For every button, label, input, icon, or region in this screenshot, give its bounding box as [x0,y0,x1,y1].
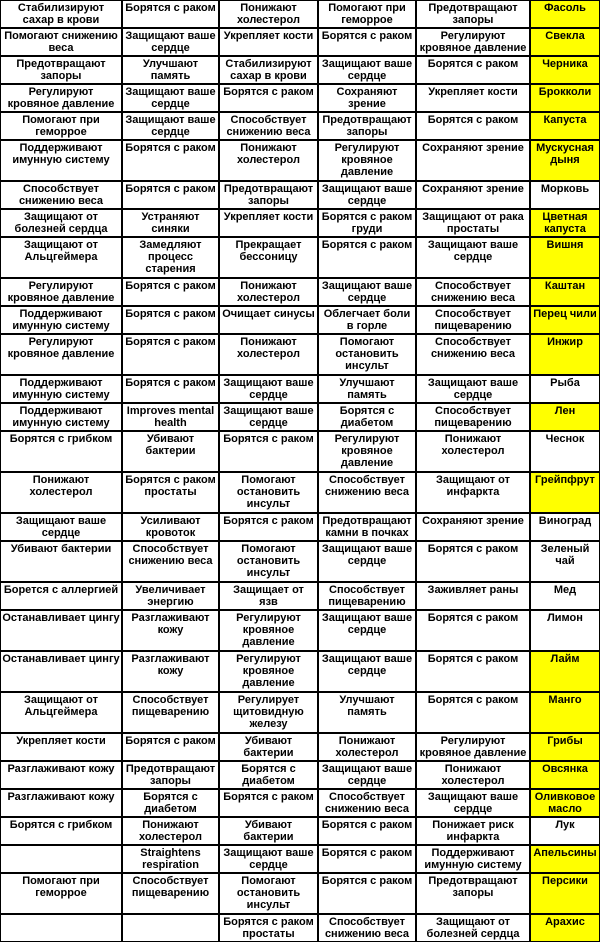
benefit-cell: Способствует снижению веса [318,914,416,942]
benefit-cell: Защищают ваше сердце [219,403,318,431]
benefit-cell: Понижают холестерол [219,278,318,306]
benefit-cell: Регулируют кровяное давление [219,610,318,651]
benefit-cell: Очищает синусы [219,306,318,334]
benefit-cell: Защищают ваше сердце [318,541,416,582]
benefit-cell: Останавливает цингу [0,651,122,692]
table-row [0,761,600,789]
benefit-cell: Понижают холестерол [416,431,530,472]
benefit-cell: Защищают ваше сердце [416,789,530,817]
benefit-cell: Борятся с раком [416,541,530,582]
benefit-cell: Разглаживают кожу [0,789,122,817]
benefit-cell: Заживляет раны [416,582,530,610]
table-row [0,541,600,582]
benefit-cell: Борятся с грибком [0,817,122,845]
benefit-cell: Борятся с раком [122,306,219,334]
benefit-cell: Замедляют процесс старения [122,237,219,278]
benefit-cell: Сохраняют зрение [416,513,530,541]
benefit-cell: Сохраняют зрение [416,181,530,209]
food-name-cell: Инжир [530,334,600,375]
table-row [0,651,600,692]
benefit-cell: Способствует снижению веса [318,472,416,513]
food-name-cell: Черника [530,56,600,84]
benefit-cell: Разглаживают кожу [0,761,122,789]
food-name-cell: Рыба [530,375,600,403]
benefit-cell: Предотвращают запоры [416,0,530,28]
benefit-cell: Борятся с раком [416,692,530,733]
benefit-cell: Борятся с раком [318,237,416,278]
food-name-cell: Мускусная дыня [530,140,600,181]
benefit-cell: Помогают остановить инсульт [219,873,318,914]
table-row [0,873,600,914]
benefit-cell: Убивают бактерии [219,817,318,845]
benefit-cell: Борятся с раком [219,431,318,472]
benefit-cell: Борятся с раком [318,873,416,914]
benefit-cell: Регулируют кровяное давление [318,140,416,181]
benefit-cell: Разглаживают кожу [122,651,219,692]
benefit-cell: Понижают холестерол [219,0,318,28]
benefit-cell: Борятся с раком [122,278,219,306]
food-name-cell: Грибы [530,733,600,761]
benefit-cell [122,914,219,942]
food-name-cell: Свекла [530,28,600,56]
benefit-cell: Способствует снижению веса [122,541,219,582]
benefit-cell: Понижают холестерол [0,472,122,513]
benefit-cell: Защищают ваше сердце [318,761,416,789]
benefit-cell: Поддерживают имунную систему [0,403,122,431]
food-name-cell: Лайм [530,651,600,692]
benefit-cell: Помогают остановить инсульт [318,334,416,375]
benefit-cell: Защищают от болезней сердца [416,914,530,942]
benefit-cell: Понижает риск инфаркта [416,817,530,845]
benefit-cell: Поддерживают имунную систему [0,140,122,181]
benefit-cell: Защищают ваше сердце [318,56,416,84]
benefit-cell: Улучшают память [318,375,416,403]
benefit-cell: Защищают ваше сердце [122,84,219,112]
benefit-cell: Регулируют кровяное давление [318,431,416,472]
benefit-cell: Регулируют кровяное давление [0,278,122,306]
benefit-cell: Стабилизируют сахар в крови [0,0,122,28]
benefit-cell: Борятся с раком [416,112,530,140]
benefit-cell: Увеличивает энергию [122,582,219,610]
table-row [0,610,600,651]
benefit-cell [0,845,122,873]
benefit-cell: Борятся с раком [122,0,219,28]
benefit-cell: Борятся с раком груди [318,209,416,237]
food-name-cell: Вишня [530,237,600,278]
benefit-cell: Борятся с раком простаты [219,914,318,942]
table-row [0,692,600,733]
table-row [0,278,600,306]
benefit-cell: Помогают при геморрое [0,112,122,140]
benefit-cell: Регулируют кровяное давление [416,733,530,761]
table-row [0,513,600,541]
benefit-cell: Защищают ваше сердце [0,513,122,541]
benefit-cell: Защищают ваше сердце [318,651,416,692]
table-row [0,140,600,181]
benefit-cell: Способствует снижению веса [318,789,416,817]
benefit-cell: Защищают от Альцгеймера [0,237,122,278]
benefit-cell: Борятся с раком [416,610,530,651]
benefit-cell: Помогают остановить инсульт [219,541,318,582]
benefit-cell: Улучшают память [318,692,416,733]
table-row [0,375,600,403]
benefit-cell: Усиливают кровоток [122,513,219,541]
food-name-cell: Оливковое масло [530,789,600,817]
benefit-cell: Укрепляет кости [416,84,530,112]
table-row [0,817,600,845]
benefit-cell: Прекращает бессоницу [219,237,318,278]
table-row [0,84,600,112]
benefit-cell: Помогают при геморрое [0,873,122,914]
table-row [0,431,600,472]
table-row [0,472,600,513]
benefit-cell: Борятся с раком [122,375,219,403]
food-name-cell: Лен [530,403,600,431]
benefit-cell: Способствует снижению веса [416,334,530,375]
benefit-cell: Защищают от болезней сердца [0,209,122,237]
benefit-cell: Борятся с раком [416,651,530,692]
benefit-cell: Борятся с раком [122,733,219,761]
food-name-cell: Перец чили [530,306,600,334]
benefit-cell: Убивают бактерии [219,733,318,761]
benefit-cell: Убивают бактерии [0,541,122,582]
benefit-cell: Защищают ваше сердце [219,375,318,403]
benefit-cell: Предотвращают запоры [219,181,318,209]
benefit-cell: Поддерживают имунную систему [0,306,122,334]
benefit-cell: Защищают от Альцгеймера [0,692,122,733]
benefit-cell: Понижают холестерол [416,761,530,789]
benefit-cell: Укрепляет кости [219,28,318,56]
food-name-cell: Цветная капуста [530,209,600,237]
food-name-cell: Овсянка [530,761,600,789]
benefit-cell: Защищают ваше сердце [416,237,530,278]
benefit-cell: Борятся с диабетом [219,761,318,789]
table-row [0,789,600,817]
benefit-cell: Борятся с раком [122,181,219,209]
food-name-cell: Фасоль [530,0,600,28]
benefit-cell: Борятся с раком [219,513,318,541]
benefit-cell: Борятся с раком [122,140,219,181]
benefit-cell: Improves mental health [122,403,219,431]
benefit-cell: Стабилизируют сахар в крови [219,56,318,84]
table-row [0,112,600,140]
benefit-cell: Предотвращают запоры [416,873,530,914]
benefit-cell: Способствует пищеварению [416,306,530,334]
food-name-cell: Капуста [530,112,600,140]
benefit-cell: Защищают ваше сердце [318,610,416,651]
benefit-cell: Понижают холестерол [219,140,318,181]
table-row [0,237,600,278]
table-row [0,334,600,375]
benefit-cell: Защищают ваше сердце [416,375,530,403]
benefit-cell: Борятся с диабетом [318,403,416,431]
benefit-cell: Защищают ваше сердце [318,278,416,306]
benefit-cell: Убивают бактерии [122,431,219,472]
table-row [0,181,600,209]
benefit-cell: Регулируют кровяное давление [0,334,122,375]
benefit-cell: Способствует пищеварению [416,403,530,431]
food-name-cell: Брокколи [530,84,600,112]
benefit-cell [0,914,122,942]
benefit-cell: Сохраняют зрение [318,84,416,112]
food-name-cell: Виноград [530,513,600,541]
benefit-cell: Защищают ваше сердце [318,181,416,209]
food-name-cell: Грейпфрут [530,472,600,513]
food-name-cell: Манго [530,692,600,733]
table-row [0,582,600,610]
benefit-cell: Понижают холестерол [318,733,416,761]
table-row [0,914,600,942]
table-row [0,733,600,761]
benefit-cell: Поддерживают имунную систему [416,845,530,873]
benefit-cell: Защищает от язв [219,582,318,610]
benefit-cell: Помогают при геморрое [318,0,416,28]
benefit-cell: Регулируют кровяное давление [416,28,530,56]
benefit-cell: Способствует снижению веса [0,181,122,209]
benefit-cell: Укрепляет кости [219,209,318,237]
benefit-cell: Понижают холестерол [219,334,318,375]
benefit-cell: Предотвращают запоры [0,56,122,84]
benefit-cell: Понижают холестерол [122,817,219,845]
benefit-cell: Борятся с раком [416,56,530,84]
benefit-cell: Регулируют кровяное давление [219,651,318,692]
benefit-cell: Предотвращают камни в почках [318,513,416,541]
benefit-cell: Борятся с раком [219,789,318,817]
food-name-cell: Арахис [530,914,600,942]
table-row [0,209,600,237]
benefit-cell: Способствует пищеварению [318,582,416,610]
benefit-cell: Борятся с раком [219,84,318,112]
table-row [0,306,600,334]
benefit-cell: Защищают ваше сердце [122,112,219,140]
food-name-cell: Зеленый чай [530,541,600,582]
benefit-cell: Предотвращают запоры [318,112,416,140]
benefit-cell: Способствует пищеварению [122,692,219,733]
food-name-cell: Лимон [530,610,600,651]
benefit-cell: Straightens respiration [122,845,219,873]
benefit-cell: Предотвращают запоры [122,761,219,789]
table-row [0,56,600,84]
benefit-cell: Регулируют кровяное давление [0,84,122,112]
food-name-cell: Морковь [530,181,600,209]
benefit-cell: Борятся с диабетом [122,789,219,817]
benefit-cell: Сохраняют зрение [416,140,530,181]
benefit-cell: Борятся с раком [318,845,416,873]
benefit-cell: Защищают от рака простаты [416,209,530,237]
benefit-cell: Борятся с раком [318,817,416,845]
benefit-cell: Борется с аллергией [0,582,122,610]
benefit-cell: Помогают остановить инсульт [219,472,318,513]
benefit-cell: Борятся с раком [122,334,219,375]
table-row [0,28,600,56]
benefit-cell: Регулирует щитовидную железу [219,692,318,733]
benefit-cell: Способствует снижению веса [219,112,318,140]
benefit-cell: Борятся с раком [318,28,416,56]
benefit-cell: Устраняют синяки [122,209,219,237]
table-row [0,403,600,431]
benefit-cell: Защищают от инфаркта [416,472,530,513]
food-name-cell: Мед [530,582,600,610]
food-name-cell: Чеснок [530,431,600,472]
benefit-cell: Борятся с раком простаты [122,472,219,513]
benefit-cell: Борятся с грибком [0,431,122,472]
benefit-cell: Улучшают память [122,56,219,84]
benefit-cell: Способствует пищеварению [122,873,219,914]
benefit-cell: Поддерживают имунную систему [0,375,122,403]
benefit-cell: Помогают снижению веса [0,28,122,56]
benefit-cell: Способствует снижению веса [416,278,530,306]
table-row [0,0,600,28]
benefit-cell: Защищают ваше сердце [122,28,219,56]
benefit-cell: Разглаживают кожу [122,610,219,651]
food-name-cell: Персики [530,873,600,914]
food-name-cell: Лук [530,817,600,845]
benefit-cell: Облегчает боли в горле [318,306,416,334]
benefit-cell: Останавливает цингу [0,610,122,651]
food-name-cell: Апельсины [530,845,600,873]
benefit-cell: Укрепляет кости [0,733,122,761]
table-row [0,845,600,873]
benefit-cell: Защищают ваше сердце [219,845,318,873]
food-name-cell: Каштан [530,278,600,306]
